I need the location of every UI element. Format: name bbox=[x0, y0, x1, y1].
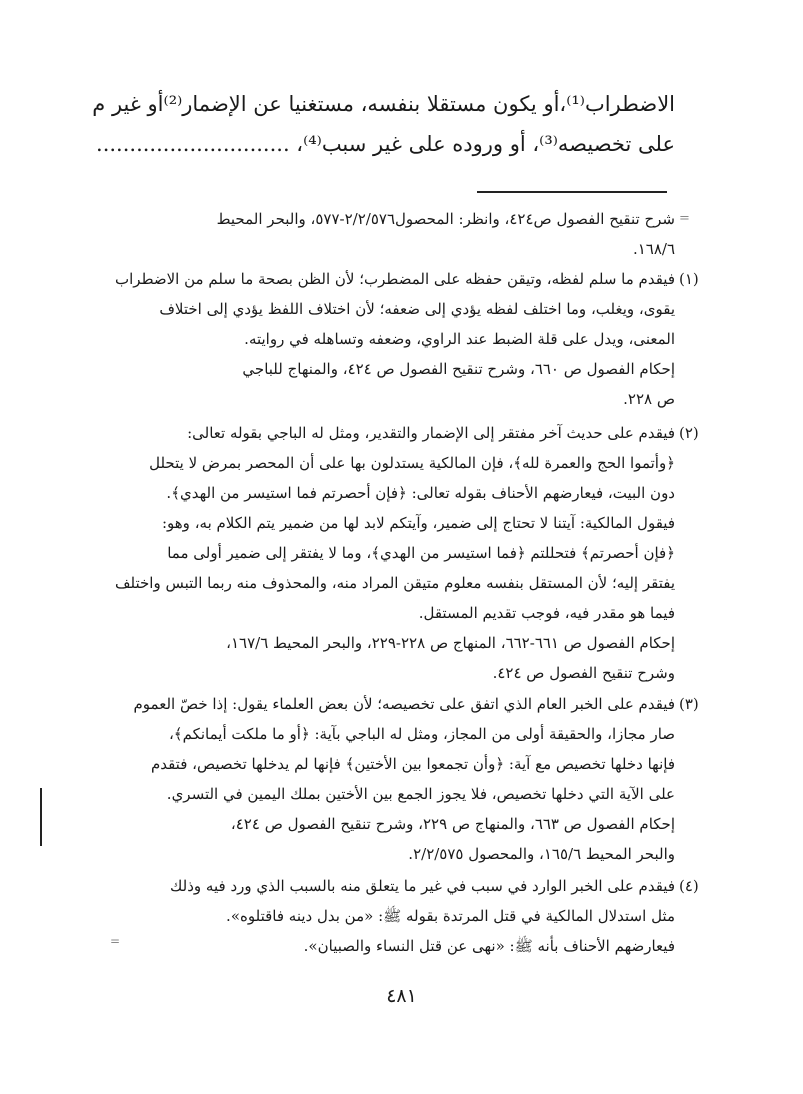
footnote-line: إحكام الفصول ص ٦٦٣، والمنهاج ص ٢٢٩، وشرح تنقيح الفصول ص ٤٢٤، bbox=[230, 815, 675, 833]
footnote-line: فيقدم على الخبر العام الذي اتفق على تخصيصه؛ لأن بعض العلماء يقول: إذا خصّ العموم bbox=[133, 695, 675, 713]
footnote-line: فيقدم على حديث آخر مفتقر إلى الإضمار والتقدير، ومثل له الباجي بقوله تعالى: bbox=[187, 424, 675, 442]
footnote-number: (٣) bbox=[679, 695, 699, 713]
footnote-4 bbox=[75, 871, 699, 961]
footnote-number: (٤) bbox=[679, 877, 699, 895]
footnote-line: على الآية التي دخلها تخصيص، فلا يجوز الجمع بين الأختين بملك اليمين في التسري. bbox=[166, 785, 675, 803]
footnote-number: (٢) bbox=[679, 424, 699, 442]
footnote-line: فإنها دخلها تخصيص مع آية: ﴿وأن تجمعوا بين الأختين﴾ فإنها لم يدخلها تخصيص، فتقدم bbox=[150, 755, 675, 773]
footnote-line: ﴿فإن أحصرتم﴾ فتحللتم ﴿فما استيسر من الهدي﴾، وما لا يفتقر إلى ضمير أولى مما bbox=[167, 544, 675, 562]
footnote-line: يقوى، ويغلب، وما اختلف لفظه يؤدي إلى ضعفه؛ لأن اختلاف اللفظ يؤدي إلى اختلاف bbox=[159, 300, 675, 318]
footnote-line: فيقدم على الخبر الوارد في سبب في غير ما يتعلق منه بالسبب الذي ورد فيه وذلك bbox=[170, 877, 675, 895]
footnote-line: فيقول المالكية: آيتنا لا تحتاج إلى ضمير، وآيتكم لابد لها من ضمير يتم الكلام به، وهو: bbox=[161, 514, 675, 532]
continuation-marker: = bbox=[110, 934, 121, 948]
footnote-line: مثل استدلال المالكية في قتل المرتدة بقوله ﷺ: «من بدل دينه فاقتلوه». bbox=[226, 907, 675, 925]
footnote-line: فيقدم ما سلم لفظه، وتيقن حفظه على المضطرب؛ لأن الظن بصحة ما سلم من الاضطراب bbox=[115, 270, 675, 288]
footnote-line: وشرح تنقيح الفصول ص ٤٢٤. bbox=[492, 664, 675, 682]
footnote-line: فيما هو مقدر فيه، فوجب تقديم المستقل. bbox=[418, 604, 675, 622]
footnote-3 bbox=[75, 689, 699, 869]
footnote-separator bbox=[477, 191, 667, 193]
footnote-line: إحكام الفصول ص ٦٦٠، وشرح تنقيح الفصول ص ٤٢٤، والمنهاج للباجي bbox=[242, 360, 675, 378]
footnote-line: ١٦٨/٦. bbox=[632, 240, 675, 258]
footnote-line: شرح تنقيح الفصول ص٤٢٤، وانظر: المحصول٢/٢/٥٧٦-٥٧٧، والبحر المحيط bbox=[216, 210, 675, 228]
footnote-line: صار مجازا، والحقيقة أولى من المجاز، ومثل له الباجي بآية: ﴿أو ما ملكت أيمانكم﴾، bbox=[168, 725, 675, 743]
footnote-line: ﴿وأتموا الحج والعمرة لله﴾، فإن المالكية يستدلون بها على أن المحصر بمرض لا يتحلل bbox=[149, 454, 675, 472]
footnote-line: إحكام الفصول ص ٦٦١-٦٦٢، المنهاج ص ٢٢٨-٢٢٩، والبحر المحيط ١٦٧/٦، bbox=[226, 634, 675, 652]
footnote-2 bbox=[75, 418, 699, 688]
main-text-line: الاضطراب⁽¹⁾،أو يكون مستقلا بنفسه، مستغنيا عن الإضمار⁽²⁾أو غير م bbox=[92, 92, 675, 116]
continuation-marker: = bbox=[679, 211, 690, 226]
main-text-line: على تخصيصه⁽³⁾، أو وروده على غير سبب⁽⁴⁾، ............................. bbox=[96, 132, 675, 156]
footnote-line: والبحر المحيط ١٦٥/٦، والمحصول ٢/٢/٥٧٥. bbox=[408, 845, 675, 863]
footnote-line: المعنى، ويدل على قلة الضبط عند الراوي، وضعفه وتساهله في روايته. bbox=[244, 330, 675, 348]
footnote-line: دون البيت، فيعارضهم الأحناف بقوله تعالى: ﴿فإن أحصرتم فما استيسر من الهدي﴾. bbox=[166, 484, 675, 502]
footnote-continuation bbox=[75, 204, 690, 264]
page-number: ٤٨١ bbox=[386, 985, 417, 1007]
footnote-line: فيعارضهم الأحناف بأنه ﷺ: «نهى عن قتل النساء والصبيان». bbox=[303, 937, 675, 955]
main-text-block bbox=[65, 84, 675, 164]
footnote-1 bbox=[75, 264, 699, 414]
footnote-line: ص ٢٢٨. bbox=[623, 390, 675, 408]
footnote-number: (١) bbox=[679, 270, 699, 288]
footnote-line: يفتقر إليه؛ لأن المستقل بنفسه معلوم متيقن المراد منه، والمحذوف منه ربما التبس واختلف bbox=[115, 574, 675, 592]
margin-bar bbox=[40, 788, 42, 846]
